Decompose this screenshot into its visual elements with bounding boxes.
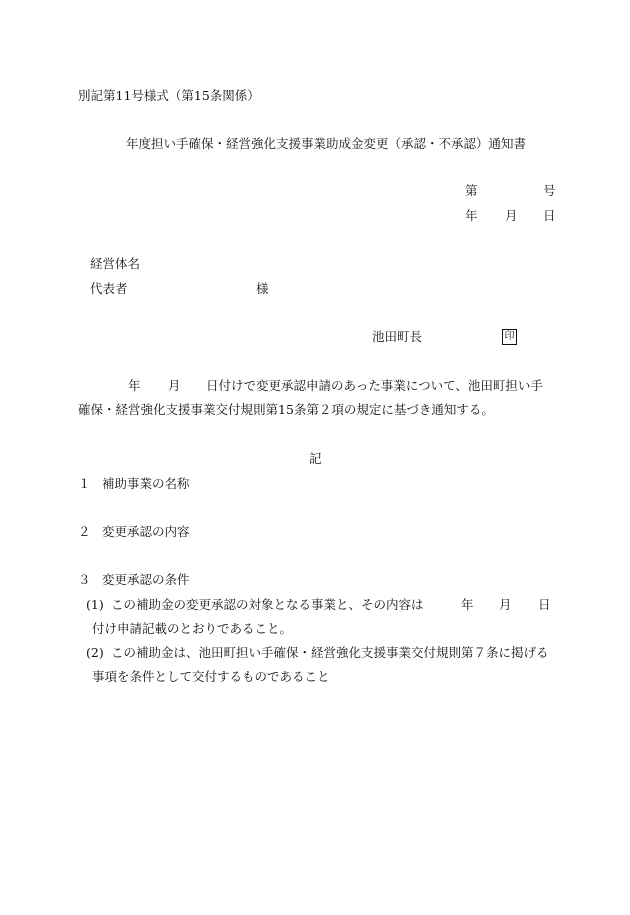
- condition-1-day: 日: [538, 597, 551, 612]
- condition-1-month: 月: [499, 597, 512, 612]
- condition-2-line2: 事項を条件として交付するものであること: [92, 669, 330, 684]
- item-2-number: ２: [78, 524, 91, 539]
- item-1-number: １: [78, 476, 91, 491]
- date-day: 日: [543, 208, 556, 223]
- recipient-entity: 経営体名: [90, 256, 141, 271]
- form-label: 別記第11号様式（第15条関係）: [78, 88, 260, 103]
- recipient-representative: 代表者: [90, 281, 128, 296]
- issuer-name: 池田町長: [372, 329, 423, 344]
- condition-1-line1: この補助金の変更承認の対象となる事業と、その内容は: [111, 597, 424, 612]
- date-year: 年: [465, 208, 478, 223]
- date-month: 月: [505, 208, 518, 223]
- condition-2-number: (2): [86, 645, 104, 660]
- seal-stamp: 印: [502, 329, 517, 345]
- condition-1-year: 年: [461, 597, 474, 612]
- item-2-label: 変更承認の内容: [102, 524, 190, 539]
- doc-number-prefix: 第: [465, 183, 478, 198]
- condition-1-number: (1): [86, 597, 104, 612]
- body-line2: 確保・経営強化支援事業交付規則第15条第２項の規定に基づき通知する。: [78, 402, 494, 417]
- body-year: 年: [128, 378, 141, 393]
- doc-number-suffix: 号: [543, 183, 556, 198]
- ki-heading: 記: [309, 451, 322, 466]
- item-3-number: ３: [78, 572, 91, 587]
- condition-1-line2: 付け申請記載のとおりであること。: [92, 621, 293, 636]
- body-line1: 日付けで変更承認申請のあった事業について、池田町担い手: [206, 378, 543, 393]
- condition-2-line1: この補助金は、池田町担い手確保・経営強化支援事業交付規則第７条に掲げる: [111, 645, 549, 660]
- item-1-label: 補助事業の名称: [102, 476, 190, 491]
- recipient-honorific: 様: [256, 281, 269, 296]
- item-3-label: 変更承認の条件: [102, 572, 190, 587]
- body-month: 月: [168, 378, 181, 393]
- document-title: 年度担い手確保・経営強化支援事業助成金変更（承認・不承認）通知書: [126, 136, 527, 151]
